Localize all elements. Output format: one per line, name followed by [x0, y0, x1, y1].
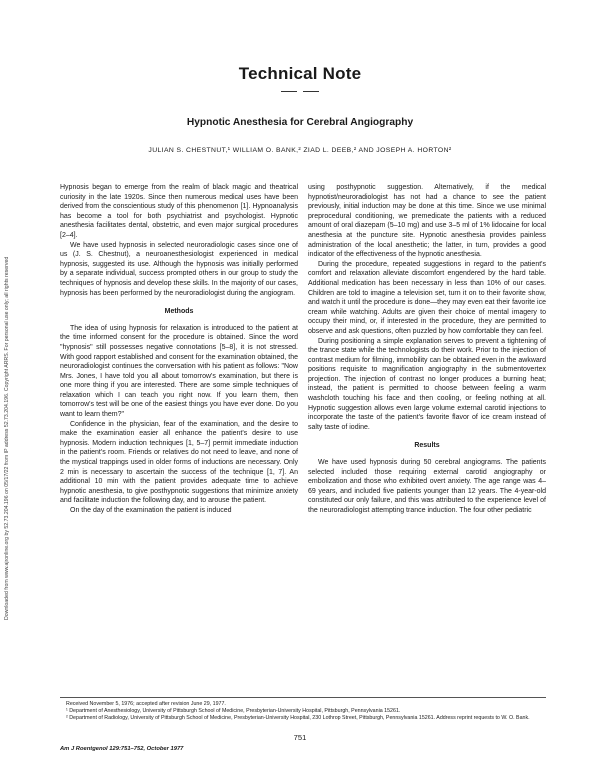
methods-heading: Methods	[164, 308, 194, 316]
right-column	[308, 183, 546, 516]
article-title: Hypnotic Anesthesia for Cerebral Angiography	[186, 117, 414, 128]
paragraph: During positioning a simple explanation serves to prevent a tightening of the trance state while the technologists do their work. Prior to the injection of contrast medium for filming, immobility can be obtained even in the awkward positions requisite to magnification angiography in the submentovertex projection. The injection of contrast no longer produces a burning heat; instead, the patient is permitted to choose between feeling a warm washcloth touching his face and then cooling, or feeling nothing at all. Hypnotic suggestion allows even large volume external carotid injections to incorporate the taste of the patient's favorite flavor of ice cream instead of salty taste of iodine.	[308, 337, 546, 431]
footnote: ¹ Department of Anesthesiology, University of Pittsburgh School of Medicine, Presbyterian-University Hospital, Pittsburgh, Pennsylvania 15261.	[66, 708, 401, 715]
paragraph: Confidence in the physician, fear of the examination, and the desire to make the examination easier all enhance the patient's desire to use hypnosis. Modern induction techniques [1, 5–7] permit immediate induction in the patient's room. Friends or relatives do not need to leave, and none of the mystical trappings used in older forms of inductions are necessary. Only 2 min is necessary to ascertain the success of the technique [1, 7]. An additional 10 min with the patient provides adequate time to achieve hypnotic anesthesia, to give posthypnotic suggestions that minimize anxiety and facilitate induction the following day, and to arouse the patient.	[60, 420, 298, 505]
footnote: Received November 5, 1976; accepted after revision June 29, 1977.	[66, 701, 226, 707]
left-column	[60, 183, 298, 516]
journal-citation: Am J Roentgenol 129:751–752, October 1977	[60, 746, 184, 752]
paragraph: On the day of the examination the patient is induced	[70, 507, 232, 514]
paragraph: Hypnosis began to emerge from the realm of black magic and theatrical curiosity in the late 1920s. Since then numerous medical uses have been derived from the conscientious study of this phenomenon [1]. Hypnoanalysis has become a tool for both psychiatrist and psychologist. Hypnotic anesthesia facilitates dental, obstetric, and even major surgical procedures [2–4].	[60, 184, 298, 239]
footnote: ² Department of Radiology, University of Pittsburgh School of Medicine, Presbyterian-University Hospital, 230 Lothrop Street, Pittsburgh, Pennsylvania 15261. Address reprint requests to W. O. Bank.	[66, 715, 530, 722]
paragraph: using posthypnotic suggestion. Alternatively, if the medical hypnotist/neuroradiologist has not had a chance to see the patient previously, initial induction may be done at this time. Since we use minimal preprocedural conditioning, we premedicate the patients with a reduced amount of oral diazepam (5–10 mg) and use 3–5 ml of 1% lidocaine for local anesthesia at the puncture site. Hypnotic anesthesia provides painless administration of the local anesthetic; the latter, in turn, provides a good indicator of the effectiveness of the hypnotic anesthesia.	[308, 184, 546, 259]
paragraph: During the procedure, repeated suggestions in regard to the patient's comfort and relaxation alleviate discomfort engendered by the hard table. Additional medication has been necessary in less than 10% of our cases. Children are told to imagine a television set, turn it on to their favorite show, and watch it until the procedure is done—they may even eat their favorite ice cream while watching. Adults are given their choice of mental imagery to occupy their mind, or, if interested in the procedure, they are permitted to observe and ask questions, often puzzled by how comfortable they can feel.	[308, 260, 546, 335]
article-type: Technical Note	[238, 64, 362, 83]
paragraph: We have used hypnosis during 50 cerebral angiograms. The patients selected included those requiring external carotid angiography or embolization and those who exhibited overt anxiety. The age range was 4–69 years, and included five patients younger than 12 years. The 4-year-old constituted our only failure, and this was attributed to the experience level of the neuroradiologist attempting trance induction. The four other pediatric	[308, 459, 546, 514]
page-number: 751	[293, 733, 307, 742]
header-rule	[0, 91, 600, 92]
results-heading: Results	[414, 442, 440, 450]
download-notice: Downloaded from www.ajronline.org by 52.73.204.196 on 05/17/22 from IP address 52.73.204.196. Copyright ARRS. For personal use only; all rights reserved	[4, 256, 10, 620]
footnotes	[60, 697, 546, 723]
article-header	[0, 64, 600, 92]
paragraph: The idea of using hypnosis for relaxation is introduced to the patient at the time informed consent for the procedure is obtained. Since the word "hypnosis" still possesses negative connotations [5–8], it is not stressed. With good rapport established and consent for the examination obtained, the neuroradiologist continues the conversation with his patient as follows: "Now Mrs. Jones, I have told you all about tomorrow's examination, but there is one more thing if you are interested. There are some simple techniques of relaxation which I can teach you right now. If you learn them, then tomorrow's test will be one of the easiest things you have ever done. Do you want to learn them?"	[60, 324, 298, 419]
paragraph: We have used hypnosis in selected neuroradiologic cases since one of us (J. S. Chestnut), a neuroanesthesiologist experienced in medical hypnosis, suggested its use. Although the hypnosis was initially performed by a separate individual, success prompted others in our group to study the techniques of hypnosis and develop these skills. In the majority of our cases, hypnosis has been performed by the neuroradiologist during the angiogram.	[60, 241, 298, 297]
author-line: JULIAN S. CHESTNUT,¹ WILLIAM O. BANK,² ZIAD L. DEEB,² AND JOSEPH A. HORTON²	[148, 147, 452, 154]
